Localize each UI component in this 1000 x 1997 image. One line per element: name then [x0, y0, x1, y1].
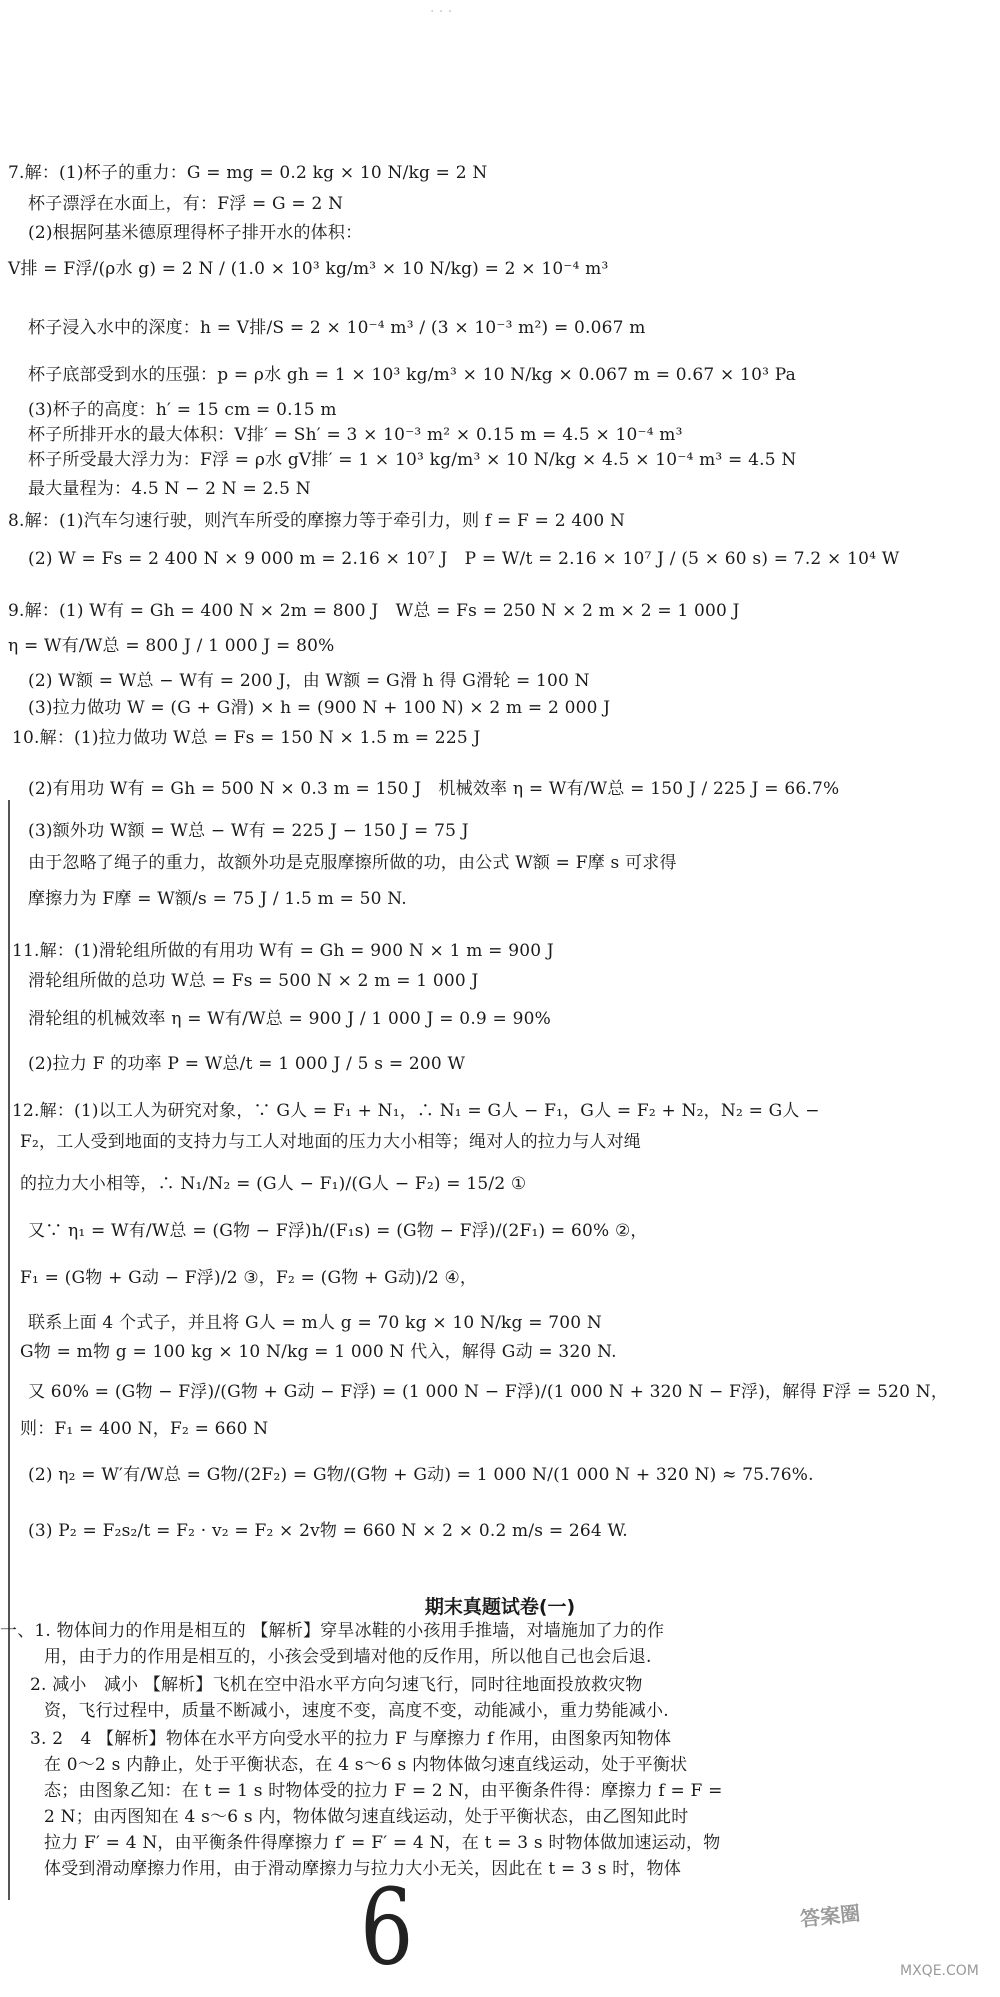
binding-margin-line	[8, 800, 10, 1900]
answer-line-3: 2. 减小 减小 【解析】飞机在空中沿水平方向匀速飞行，同时往地面投放救灾物	[30, 1675, 643, 1695]
solution-line-26: 12.解：(1)以工人为研究对象，∵ G人 = F₁ + N₁，∴ N₁ = G人 − F₁，G人 = F₂ + N₂，N₂ = G人 −	[12, 1101, 820, 1121]
solution-line-12: (2) W = Fs = 2 400 N × 9 000 m = 2.16 × 10⁷ J P = W/t = 2.16 × 10⁷ J / (5 × 60 s) = 7.2 × 10⁴ W	[28, 549, 900, 569]
solution-line-18: (2)有用功 W有 = Gh = 500 N × 0.3 m = 150 J 机械效率 η = W有/W总 = 150 J / 225 J = 66.7%	[28, 779, 840, 799]
solution-line-7: (3)杯子的高度：h′ = 15 cm = 0.15 m	[28, 400, 337, 420]
solution-line-17: 10.解：(1)拉力做功 W总 = Fs = 150 N × 1.5 m = 225 J	[12, 728, 481, 748]
solution-line-21: 摩擦力为 F摩 = W额/s = 75 J / 1.5 m = 50 N.	[28, 889, 407, 909]
solution-line-8: 杯子所排开水的最大体积：V排′ = Sh′ = 3 × 10⁻³ m² × 0.15 m = 4.5 × 10⁻⁴ m³	[28, 425, 683, 445]
solution-line-22: 11.解：(1)滑轮组所做的有用功 W有 = Gh = 900 N × 1 m = 900 J	[12, 941, 554, 961]
solution-line-2: 杯子漂浮在水面上，有：F浮 = G = 2 N	[28, 194, 344, 214]
answer-line-5: 3. 2 4 【解析】物体在水平方向受水平的拉力 F 与摩擦力 f 作用，由图象丙知物体	[30, 1729, 672, 1749]
solution-line-30: F₁ = (G物 + G动 − F浮)/2 ③，F₂ = (G物 + G动)/2 ④，	[20, 1268, 478, 1288]
solution-line-25: (2)拉力 F 的功率 P = W总/t = 1 000 J / 5 s = 200 W	[28, 1054, 466, 1074]
solution-line-33: 又 60% = (G物 − F浮)/(G物 + G动 − F浮) = (1 000 N − F浮)/(1 000 N + 320 N − F浮)，解得 F浮 = 520 N，	[28, 1382, 949, 1402]
answer-line-1: 一、1. 物体间力的作用是相互的 【解析】穿旱冰鞋的小孩用手推墙，对墙施加了力的作	[0, 1621, 665, 1641]
solution-line-34: 则：F₁ = 400 N，F₂ = 660 N	[20, 1419, 269, 1439]
solution-line-14: η = W有/W总 = 800 J / 1 000 J = 80%	[8, 636, 335, 656]
solution-line-3: (2)根据阿基米德原理得杯子排开水的体积：	[28, 223, 363, 243]
solution-line-36: (3) P₂ = F₂s₂/t = F₂ · v₂ = F₂ × 2v物 = 660 N × 2 × 0.2 m/s = 264 W.	[28, 1521, 628, 1541]
answer-line-4: 资，飞行过程中，质量不断减小，速度不变，高度不变，动能减小，重力势能减小.	[44, 1701, 669, 1721]
solution-line-20: 由于忽略了绳子的重力，故额外功是克服摩擦所做的功，由公式 W额 = F摩 s 可求得	[28, 853, 677, 873]
solution-line-29: 又∵ η₁ = W有/W总 = (G物 − F浮)h/(F₁s) = (G物 − F浮)/(2F₁) = 60% ②，	[28, 1221, 648, 1241]
section-title: 期末真题试卷(一)	[424, 1596, 576, 1618]
solution-line-28: 的拉力大小相等，∴ N₁/N₂ = (G人 − F₁)/(G人 − F₂) = 15/2 ①	[20, 1174, 527, 1194]
scan-smudge: · · ·	[430, 4, 453, 20]
solution-line-19: (3)额外功 W额 = W总 − W有 = 225 J − 150 J = 75 J	[28, 821, 469, 841]
solution-line-10: 最大量程为：4.5 N − 2 N = 2.5 N	[28, 479, 311, 499]
solution-line-4: V排 = F浮/(ρ水 g) = 2 N / (1.0 × 10³ kg/m³ × 10 N/kg) = 2 × 10⁻⁴ m³	[8, 259, 609, 279]
solution-line-9: 杯子所受最大浮力为：F浮 = ρ水 gV排′ = 1 × 10³ kg/m³ × 10 N/kg × 4.5 × 10⁻⁴ m³ = 4.5 N	[28, 450, 797, 470]
solution-line-13: 9.解：(1) W有 = Gh = 400 N × 2m = 800 J W总 = Fs = 250 N × 2 m × 2 = 1 000 J	[8, 601, 740, 621]
answer-line-10: 体受到滑动摩擦力作用，由于滑动摩擦力与拉力大小无关，因此在 t = 3 s 时，物体	[44, 1859, 682, 1879]
solution-line-15: (2) W额 = W总 − W有 = 200 J，由 W额 = G滑 h 得 G滑轮 = 100 N	[28, 671, 590, 691]
answer-line-2: 用，由于力的作用是相互的，小孩会受到墙对他的反作用，所以他自己也会后退.	[44, 1647, 652, 1667]
answer-line-6: 在 0～2 s 内静止，处于平衡状态，在 4 s～6 s 内物体做匀速直线运动，处于平衡状	[44, 1755, 688, 1775]
solution-line-5: 杯子浸入水中的深度：h = V排/S = 2 × 10⁻⁴ m³ / (3 × 10⁻³ m²) = 0.067 m	[28, 318, 646, 338]
watermark-url: MXQE.COM	[900, 1963, 979, 1979]
answer-line-7: 态；由图象乙知：在 t = 1 s 时物体受的拉力 F = 2 N，由平衡条件得：摩擦力 f = F =	[44, 1781, 723, 1801]
page-number: 6	[360, 1865, 414, 1989]
solution-line-31: 联系上面 4 个式子，并且将 G人 = m人 g = 70 kg × 10 N/kg = 700 N	[28, 1313, 602, 1333]
solution-line-24: 滑轮组的机械效率 η = W有/W总 = 900 J / 1 000 J = 0.9 = 90%	[28, 1009, 551, 1029]
solution-line-11: 8.解：(1)汽车匀速行驶，则汽车所受的摩擦力等于牵引力，则 f = F = 2 400 N	[8, 511, 626, 531]
solution-line-35: (2) η₂ = W′有/W总 = G物/(2F₂) = G物/(G物 + G动) = 1 000 N/(1 000 N + 320 N) ≈ 75.76%.	[28, 1465, 814, 1485]
solution-line-32: G物 = m物 g = 100 kg × 10 N/kg = 1 000 N 代入，解得 G动 = 320 N.	[20, 1342, 617, 1362]
solution-line-6: 杯子底部受到水的压强：p = ρ水 gh = 1 × 10³ kg/m³ × 10 N/kg × 0.067 m = 0.67 × 10³ Pa	[28, 365, 796, 385]
solution-line-27: F₂，工人受到地面的支持力与工人对地面的压力大小相等；绳对人的拉力与人对绳	[20, 1132, 642, 1152]
answer-line-9: 拉力 F′ = 4 N，由平衡条件得摩擦力 f′ = F′ = 4 N，在 t = 3 s 时物体做加速运动，物	[44, 1833, 721, 1853]
solution-line-23: 滑轮组所做的总功 W总 = Fs = 500 N × 2 m = 1 000 J	[28, 971, 479, 991]
solution-line-1: 7.解：(1)杯子的重力：G = mg = 0.2 kg × 10 N/kg = 2 N	[8, 163, 488, 183]
answer-line-8: 2 N；由丙图知在 4 s～6 s 内，物体做匀速直线运动，处于平衡状态，由乙图知此时	[44, 1807, 689, 1827]
solution-line-16: (3)拉力做功 W = (G + G滑) × h = (900 N + 100 N) × 2 m = 2 000 J	[28, 698, 611, 718]
watermark-logo: 答案圈	[799, 1900, 862, 1932]
